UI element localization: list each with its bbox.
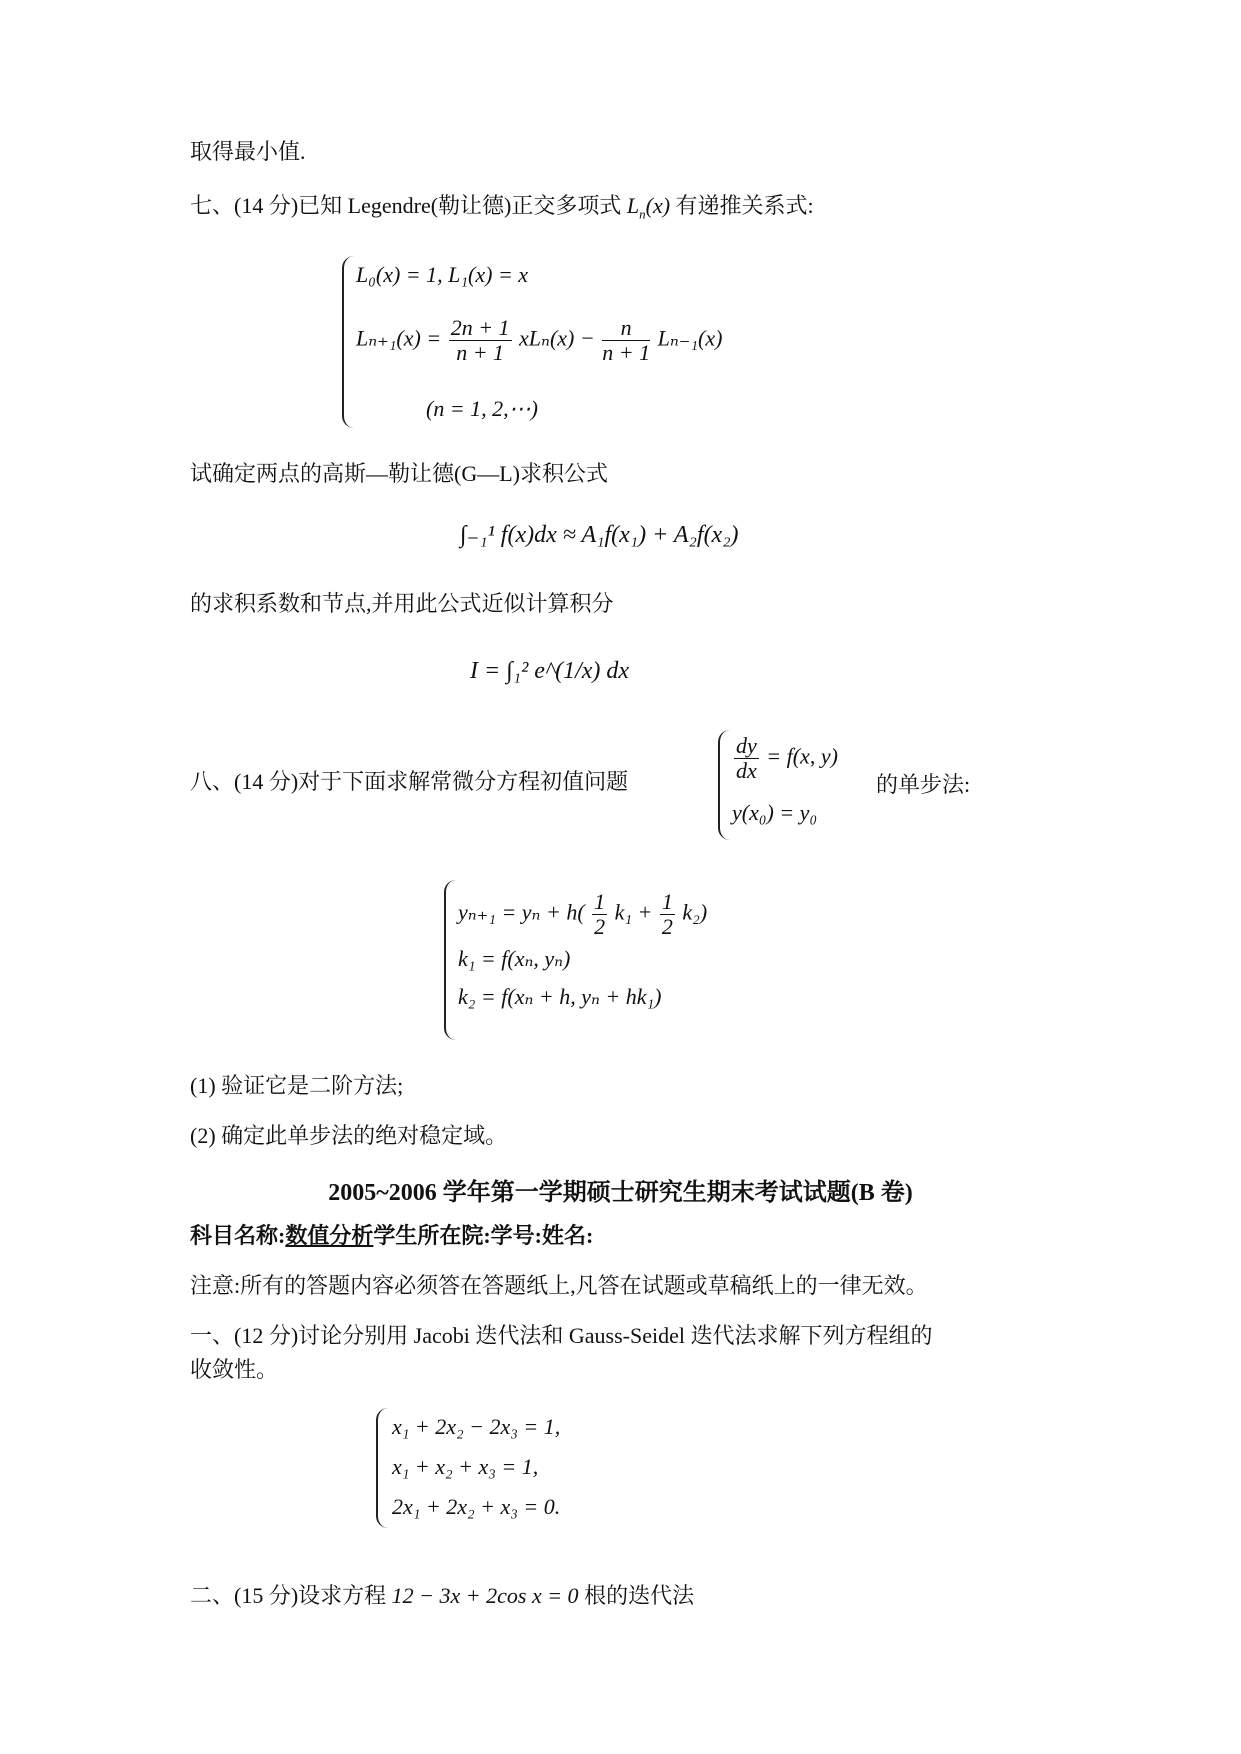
frac2-den: n + 1: [602, 340, 651, 365]
recurrence-line-2: Lₙ₊₁(x) = $\frac{2n + 1}{n + 1}$ xLₙ(x) − $\frac{n}{n + 1}$ Lₙ₋₁(x): [356, 315, 723, 365]
subject-rest: 学生所在院:学号:姓名:: [373, 1223, 594, 1248]
q7-prefix: 七、(14 分)已知 Legendre(勒让德)正交多项式: [190, 193, 622, 218]
equations-brace: [376, 1408, 388, 1528]
frac2-num: n: [602, 316, 650, 341]
question-8-heading: 八、(14 分)对于下面求解常微分方程初值问题: [190, 769, 629, 794]
q8-suffix: 的单步法:: [876, 772, 971, 797]
q7-suffix: 有递推关系式:: [675, 193, 814, 218]
list-item: (2) 确定此单步法的绝对稳定域。: [190, 1123, 508, 1148]
text-line: 取得最小值.: [190, 139, 306, 164]
notice: 注意:所有的答题内容必须答在答题纸上,凡答在试题或草稿纸上的一律无效。: [190, 1273, 928, 1298]
frac1-num: 2n + 1: [450, 315, 510, 340]
method-brace: [444, 880, 456, 1040]
equation-1: x₁ + 2x₂ − 2x₃ = 1,: [392, 1414, 561, 1439]
recurrence-line-1: L₀(x) = 1, L₁(x) = x: [356, 262, 529, 287]
subject-value: 数值分析: [285, 1223, 374, 1248]
subject-line: [190, 1222, 593, 1250]
exam-title: 2005~2006 学年第一学期硕士研究生期末考试试题(B 卷): [328, 1180, 913, 1206]
method-line-3: k₂ = f(xₙ + h, yₙ + hk₁): [458, 984, 662, 1009]
method-line-2: k₁ = f(xₙ, yₙ): [458, 946, 571, 971]
method-line-1: yₙ₊₁ = yₙ + h( $\frac{1}{2}$ k₁ + $\frac{1}{2}$ k₂): [458, 889, 708, 939]
gauss-legendre-formula: ∫₋₁¹ f(x)dx ≈ A₁f(x₁) + A₂f(x₂): [460, 522, 739, 548]
question-1-line-1: 一、(12 分)讨论分别用 Jacobi 迭代法和 Gauss-Seidel 迭代法求解下列方程组的: [190, 1323, 933, 1348]
equation-3: 2x₁ + 2x₂ + x₃ = 0.: [392, 1494, 561, 1519]
ivp-line-1: $\frac{dy}{dx}$ = f(x, y): [736, 733, 838, 783]
ivp-brace: [718, 730, 730, 840]
equation-2: x₁ + x₂ + x₃ = 1,: [392, 1454, 539, 1479]
system-brace: [342, 256, 354, 428]
legendre-symbol: $L_n$: [626, 193, 646, 222]
text-line: 试确定两点的高斯—勒让德(G—L)求积公式: [190, 461, 608, 486]
ivp-line-2: y(x₀) = y₀: [732, 800, 818, 825]
q7-arg: (x): [645, 193, 671, 218]
subject-label: 科目名称:: [190, 1223, 286, 1248]
recurrence-line-3: (n = 1, 2,⋯): [426, 396, 538, 421]
list-item: (1) 验证它是二阶方法;: [190, 1073, 404, 1098]
question-2-line: 二、(15 分)设求方程 12 − 3x + 2cos x = 0 根的迭代法: [190, 1583, 695, 1608]
frac1-den: n + 1: [456, 340, 505, 365]
integral-formula: I = ∫₁² e^(1/x) dx: [470, 658, 630, 684]
question-7-heading: [190, 192, 814, 228]
q2-equation: 12 − 3x + 2cos x = 0: [391, 1583, 579, 1608]
text-line: 的求积系数和节点,并用此公式近似计算积分: [190, 591, 614, 616]
question-1-line-2: 收敛性。: [190, 1357, 279, 1382]
